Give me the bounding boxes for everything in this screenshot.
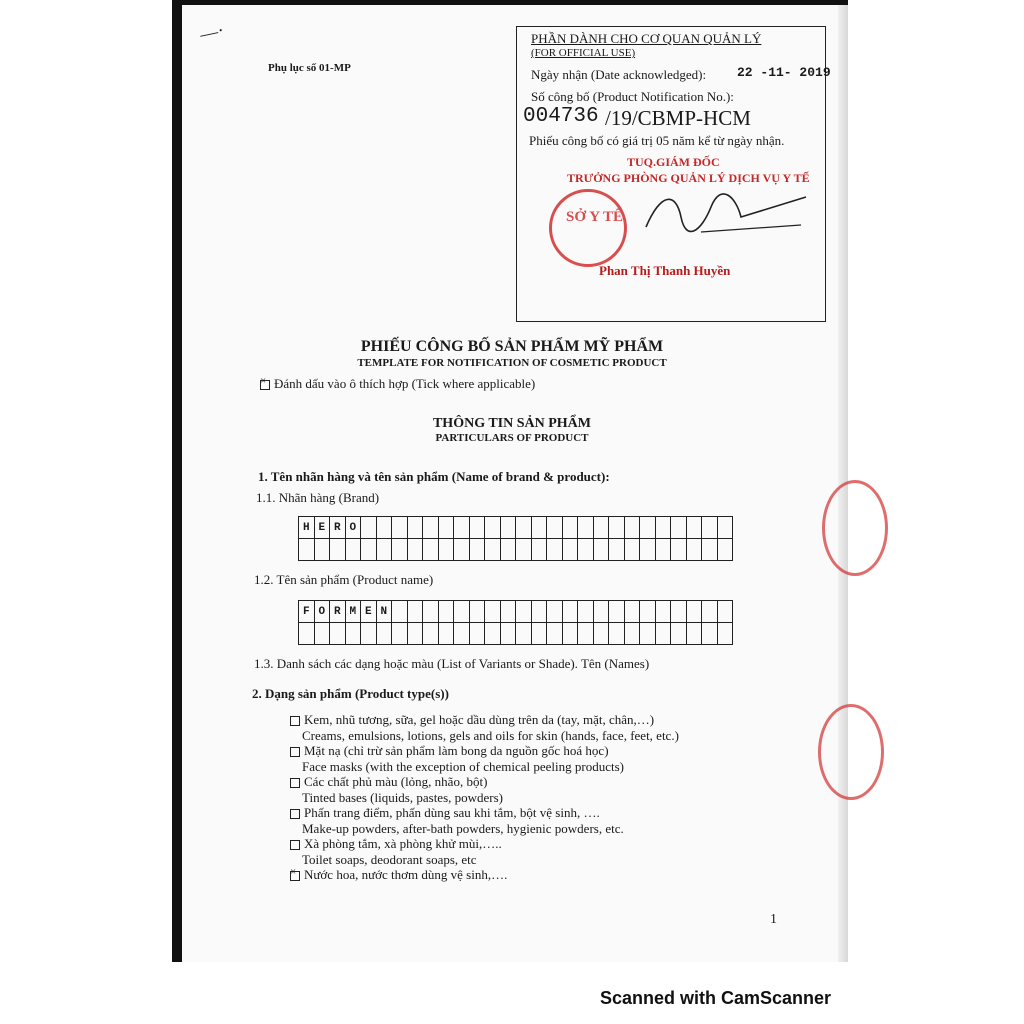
letter-cell: [532, 517, 548, 539]
product-type-option: [290, 867, 507, 883]
form-title-en: TEMPLATE FOR NOTIFICATION OF COSMETIC PRODUCT: [357, 357, 667, 369]
letter-cell: [454, 623, 470, 645]
letter-cell: [609, 601, 625, 623]
product-type-option: [290, 805, 600, 821]
letter-cell: R: [330, 517, 346, 539]
letter-cell: [454, 601, 470, 623]
letter-cell: [470, 539, 486, 561]
tick-note: [260, 376, 535, 392]
product-type-label-vi: Xà phòng tắm, xà phòng khử mùi,…..: [304, 836, 502, 851]
letter-cell: [656, 623, 672, 645]
letter-cell: [377, 539, 393, 561]
product-type-label-vi: Nước hoa, nước thơm dùng vệ sinh,….: [304, 867, 508, 882]
scan-edge-left: [172, 0, 182, 962]
letter-cell: [501, 539, 517, 561]
letter-cell: [330, 539, 346, 561]
letter-cell: [656, 517, 672, 539]
partial-stamp-icon: [822, 480, 888, 576]
letter-cell: [516, 601, 532, 623]
product-type-option: [290, 774, 487, 790]
letter-cell: [346, 539, 362, 561]
scanner-watermark: Scanned with CamScanner: [600, 988, 832, 1008]
letter-cell: [609, 623, 625, 645]
letter-cell: [454, 517, 470, 539]
letter-cell: [625, 517, 641, 539]
letter-cell: [377, 623, 393, 645]
letter-cell: [423, 517, 439, 539]
letter-cell: [377, 517, 393, 539]
letter-cell: [547, 601, 563, 623]
product-type-option: [290, 712, 654, 728]
letter-cell: [718, 517, 734, 539]
letter-cell: [315, 623, 331, 645]
validity-note: Phiếu công bố có giá trị 05 năm kể từ ngày nhận.: [529, 133, 785, 148]
letter-cell: [439, 601, 455, 623]
letter-cell: [656, 539, 672, 561]
letter-cell: E: [315, 517, 331, 539]
letter-cell: [594, 539, 610, 561]
letter-cell: [609, 517, 625, 539]
letter-cell: [702, 623, 718, 645]
checkbox-icon: [290, 778, 300, 788]
letter-cell: [718, 623, 734, 645]
letter-cell: [423, 539, 439, 561]
pen-mark: —·: [198, 19, 226, 45]
section-subtitle: PARTICULARS OF PRODUCT: [435, 432, 589, 444]
product-type-label-vi: Các chất phủ màu (lỏng, nhão, bột): [304, 774, 488, 789]
letter-cell: [563, 623, 579, 645]
checked-box-icon: [260, 380, 270, 390]
letter-cell: [687, 601, 703, 623]
letter-cell: [392, 539, 408, 561]
signer-name: Phan Thị Thanh Huyền: [599, 263, 731, 278]
product-type-label-en: Face masks (with the exception of chemical peeling products): [302, 758, 625, 774]
letter-cell: R: [330, 601, 346, 623]
product-type-option: [290, 836, 502, 852]
letter-cell: [640, 601, 656, 623]
letter-cell: [578, 539, 594, 561]
letter-cell: [578, 517, 594, 539]
checkbox-icon: [290, 747, 300, 757]
official-use-box: [516, 26, 831, 322]
letter-cell: [346, 623, 362, 645]
letter-cell: [485, 601, 501, 623]
tick-note-text: Đánh dấu vào ô thích hợp (Tick where applicable): [274, 376, 536, 391]
letter-cell: [392, 601, 408, 623]
letter-cell: [516, 517, 532, 539]
section-title: THÔNG TIN SẢN PHẨM: [432, 416, 592, 431]
partial-stamp-icon: [818, 704, 884, 800]
letter-cell: [671, 539, 687, 561]
letter-cell: [408, 601, 424, 623]
letter-cell: [439, 539, 455, 561]
product-letter-grid: [298, 600, 733, 645]
letter-cell: [532, 623, 548, 645]
letter-cell: [547, 539, 563, 561]
letter-cell: [578, 601, 594, 623]
letter-cell: [609, 539, 625, 561]
letter-cell: [408, 623, 424, 645]
question-1-3: 1.3. Danh sách các dạng hoặc màu (List of Variants or Shade). Tên (Names): [254, 656, 650, 671]
letter-cell: [423, 623, 439, 645]
letter-cell: [470, 601, 486, 623]
letter-cell: [361, 517, 377, 539]
question-2: 2. Dạng sản phẩm (Product type(s)): [252, 686, 449, 701]
letter-cell: N: [377, 601, 393, 623]
letter-cell: [361, 539, 377, 561]
date-label: Ngày nhận (Date acknowledged):: [531, 67, 707, 82]
letter-cell: [299, 539, 315, 561]
letter-cell: [547, 623, 563, 645]
product-type-label-vi: Phấn trang điểm, phấn dùng sau khi tắm, bột vệ sinh, ….: [304, 805, 600, 820]
product-type-label-vi: Kem, nhũ tương, sữa, gel hoặc dầu dùng trên da (tay, mặt, chân,…): [304, 712, 655, 727]
letter-cell: [640, 623, 656, 645]
letter-cell: [485, 517, 501, 539]
letter-cell: [656, 601, 672, 623]
letter-cell: [563, 539, 579, 561]
letter-cell: [532, 601, 548, 623]
letter-cell: [625, 539, 641, 561]
letter-cell: [408, 539, 424, 561]
question-1: 1. Tên nhãn hàng và tên sản phẩm (Name of brand & product):: [258, 469, 610, 484]
letter-cell: [671, 517, 687, 539]
letter-cell: [594, 601, 610, 623]
letter-cell: [439, 623, 455, 645]
question-1-2: 1.2. Tên sản phẩm (Product name): [254, 572, 434, 587]
letter-cell: [532, 539, 548, 561]
letter-cell: [299, 623, 315, 645]
red-seal-stamp: [549, 189, 627, 267]
page-number: 1: [770, 912, 777, 927]
letter-cell: O: [346, 517, 362, 539]
letter-cell: [578, 623, 594, 645]
checkbox-icon: [290, 840, 300, 850]
notification-number-digits: 004736: [523, 105, 599, 128]
letter-cell: H: [299, 517, 315, 539]
letter-cell: [594, 623, 610, 645]
letter-cell: [594, 517, 610, 539]
letter-cell: [516, 623, 532, 645]
letter-cell: [563, 601, 579, 623]
letter-cell: [485, 623, 501, 645]
question-1-1: 1.1. Nhãn hàng (Brand): [256, 490, 380, 505]
letter-cell: [423, 601, 439, 623]
letter-cell: [625, 623, 641, 645]
form-title: PHIẾU CÔNG BỐ SẢN PHẨM MỸ PHẨM: [360, 338, 664, 355]
department-name: TRƯỞNG PHÒNG QUẢN LÝ DỊCH VỤ Y TẾ: [567, 171, 810, 185]
letter-cell: [470, 517, 486, 539]
seal-text: SỞ Y TẾ: [566, 209, 623, 225]
letter-cell: [330, 623, 346, 645]
letter-cell: [563, 517, 579, 539]
letter-cell: O: [315, 601, 331, 623]
product-type-label-en: Tinted bases (liquids, pastes, powders): [302, 789, 504, 805]
product-type-label-en: Make-up powders, after-bath powders, hygienic powders, etc.: [302, 820, 624, 836]
letter-cell: [640, 539, 656, 561]
checkbox-icon: [290, 809, 300, 819]
letter-cell: [408, 517, 424, 539]
product-type-label-vi: Mặt nạ (chỉ trừ sản phẩm làm bong da nguồn gốc hoá học): [304, 743, 609, 758]
appendix-label: Phụ lục số 01-MP: [268, 62, 351, 74]
letter-cell: [454, 539, 470, 561]
letter-cell: [687, 539, 703, 561]
product-type-label-en: Creams, emulsions, lotions, gels and oils for skin (hands, face, feet, etc.): [302, 727, 679, 743]
letter-cell: [392, 517, 408, 539]
letter-cell: [501, 601, 517, 623]
letter-cell: [315, 539, 331, 561]
signature-icon: [641, 187, 811, 237]
product-type-label-en: Toilet soaps, deodorant soaps, etc: [302, 851, 477, 867]
letter-cell: [702, 539, 718, 561]
official-subtitle: (FOR OFFICIAL USE): [531, 47, 636, 59]
brand-letter-grid: [298, 516, 733, 561]
product-type-option: [290, 743, 609, 759]
letter-cell: [640, 517, 656, 539]
letter-cell: [671, 623, 687, 645]
letter-cell: [687, 623, 703, 645]
letter-cell: [702, 517, 718, 539]
letter-cell: [702, 601, 718, 623]
letter-cell: [547, 517, 563, 539]
letter-cell: [718, 601, 734, 623]
date-value: 22 -11- 2019: [737, 65, 831, 80]
sign-title: TUQ.GIÁM ĐỐC: [627, 155, 720, 169]
letter-cell: F: [299, 601, 315, 623]
notification-number-suffix: /19/CBMP-HCM: [605, 106, 751, 130]
checkbox-icon: [290, 716, 300, 726]
letter-cell: M: [346, 601, 362, 623]
letter-cell: [470, 623, 486, 645]
letter-cell: [625, 601, 641, 623]
letter-cell: [501, 517, 517, 539]
letter-cell: [392, 623, 408, 645]
letter-cell: E: [361, 601, 377, 623]
letter-cell: [501, 623, 517, 645]
letter-cell: [439, 517, 455, 539]
letter-cell: [687, 517, 703, 539]
letter-cell: [485, 539, 501, 561]
letter-cell: [671, 601, 687, 623]
letter-cell: [516, 539, 532, 561]
letter-cell: [361, 623, 377, 645]
official-title: PHẦN DÀNH CHO CƠ QUAN QUẢN LÝ: [531, 31, 762, 46]
notification-number-label: Số công bố (Product Notification No.):: [531, 89, 734, 104]
checked-box-icon: [290, 871, 300, 881]
letter-cell: [718, 539, 734, 561]
